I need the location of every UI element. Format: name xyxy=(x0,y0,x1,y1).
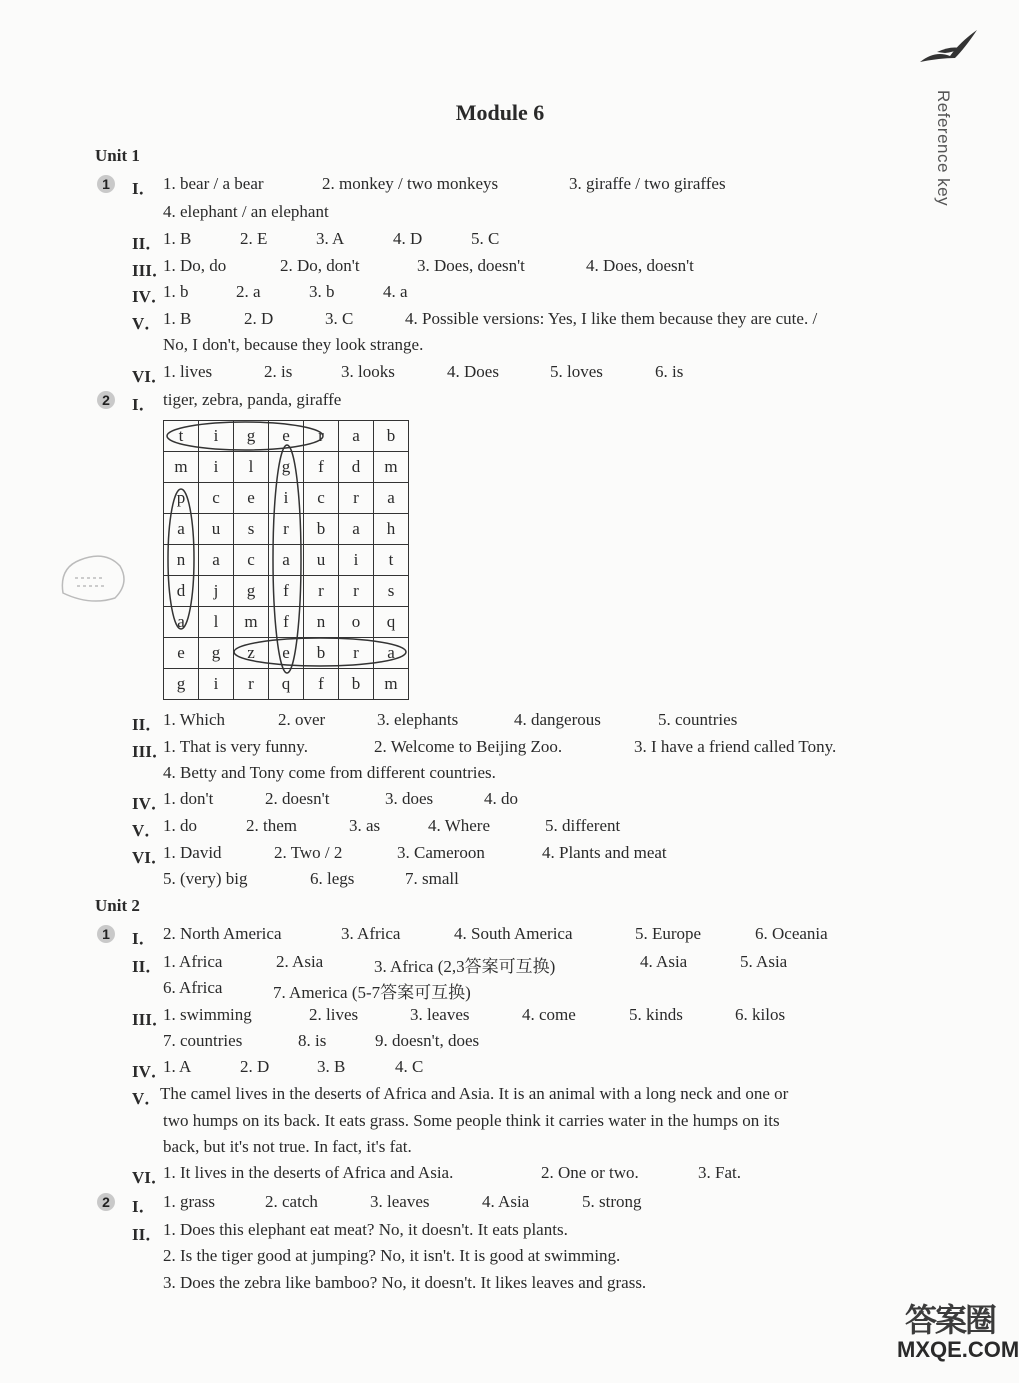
doodle-icon xyxy=(55,548,130,608)
answer: 2. North America xyxy=(163,924,282,943)
answer: 3. Fat. xyxy=(698,1163,741,1182)
answer: 3. looks xyxy=(341,362,395,381)
answer: 2. D xyxy=(240,1057,270,1076)
grid-cell: i xyxy=(339,545,374,576)
answer: 1. do xyxy=(163,816,197,835)
section-label: IV． xyxy=(132,287,168,306)
section-label: II． xyxy=(132,1225,163,1244)
answer: 1. B xyxy=(163,229,192,248)
grid-cell: s xyxy=(374,576,409,607)
grid-cell: a xyxy=(199,545,234,576)
answer: 5. countries xyxy=(658,710,738,729)
answer: 5. strong xyxy=(582,1192,642,1211)
grid-cell: o xyxy=(339,607,374,638)
grid-cell: n xyxy=(304,607,339,638)
answer: 5. kinds xyxy=(629,1005,683,1024)
grid-cell: a xyxy=(164,607,199,638)
grid-cell: i xyxy=(199,452,234,483)
unit1-heading: Unit 1 xyxy=(95,146,140,165)
grid-cell: m xyxy=(374,452,409,483)
part-badge: 1 xyxy=(97,175,115,193)
answer: 2. a xyxy=(236,282,261,301)
answer: 4. Does xyxy=(447,362,499,381)
answer: 2. Do, don't xyxy=(280,256,360,275)
answer: 7. small xyxy=(405,869,459,888)
section-label: III． xyxy=(132,1010,169,1029)
grid-cell: b xyxy=(304,514,339,545)
answer: 5. Europe xyxy=(635,924,702,943)
grid-cell: i xyxy=(269,483,304,514)
grid-cell: l xyxy=(199,607,234,638)
answer: 4. Plants and meat xyxy=(542,843,667,862)
answer: 2. Welcome to Beijing Zoo. xyxy=(374,737,563,756)
section-label: IV． xyxy=(132,794,168,813)
answer: 2. E xyxy=(240,229,268,248)
grid-cell: f xyxy=(269,576,304,607)
answer: 3. b xyxy=(309,282,335,301)
answer: 4. D xyxy=(393,229,423,248)
answer: 4. come xyxy=(522,1005,576,1024)
grid-cell: a xyxy=(374,483,409,514)
section-label: I． xyxy=(132,929,156,948)
grid-cell: g xyxy=(269,452,304,483)
grid-cell: e xyxy=(234,483,269,514)
section-label: I． xyxy=(132,1197,156,1216)
section-label: II． xyxy=(132,234,163,253)
answer: 1. swimming xyxy=(163,1005,252,1024)
answer: 4. Where xyxy=(428,816,490,835)
answer: 5. (very) big xyxy=(163,869,248,888)
answer: 1. lives xyxy=(163,362,213,381)
watermark-text: 答案圈 xyxy=(905,1301,996,1339)
grid-cell: h xyxy=(374,514,409,545)
answer: 4. a xyxy=(383,282,408,301)
answer: 4. Asia xyxy=(640,952,688,971)
watermark-logo xyxy=(897,1295,1019,1363)
grid-cell: g xyxy=(164,669,199,700)
answer: 3. elephants xyxy=(377,710,459,729)
part-badge: 1 xyxy=(97,925,115,943)
answer: 1. don't xyxy=(163,789,214,808)
answer: 4. dangerous xyxy=(514,710,601,729)
grid-cell: m xyxy=(374,669,409,700)
answer: No, I don't, because they look strange. xyxy=(163,335,424,354)
grid-cell: i xyxy=(199,421,234,452)
answer: 4. Possible versions: Yes, I like them because they are cute. / xyxy=(405,309,818,328)
answer: 2. One or two. xyxy=(541,1163,639,1182)
grid-cell: u xyxy=(304,545,339,576)
answer: 2. Asia xyxy=(276,952,324,971)
grid-cell: u xyxy=(199,514,234,545)
part-badge: 2 xyxy=(97,391,115,409)
answer: 2. Is the tiger good at jumping? No, it isn't. It is good at swimming. xyxy=(163,1246,621,1265)
section-label: IV． xyxy=(132,1062,168,1081)
grid-cell: f xyxy=(269,607,304,638)
answer: 4. elephant / an elephant xyxy=(163,202,329,221)
answer: tiger, zebra, panda, giraffe xyxy=(163,390,342,409)
grid-cell: b xyxy=(374,421,409,452)
section-label: V． xyxy=(132,1089,162,1108)
grid-cell: a xyxy=(339,421,374,452)
answer: 3. Cameroon xyxy=(397,843,485,862)
section-label: I． xyxy=(132,395,156,414)
answer: 5. loves xyxy=(550,362,603,381)
grid-cell: e xyxy=(269,638,304,669)
grid-cell: g xyxy=(199,638,234,669)
answer: 1. Which xyxy=(163,710,226,729)
answer: 7. countries xyxy=(163,1031,243,1050)
answer: 7. America (5-7答案可互换) xyxy=(273,983,471,1002)
answer: 1. grass xyxy=(163,1192,215,1211)
answer: 3. giraffe / two giraffes xyxy=(569,174,726,193)
answer: 2. doesn't xyxy=(265,789,330,808)
answer: 3. leaves xyxy=(370,1192,430,1211)
answer: two humps on its back. It eats grass. Some people think it carries water in the humps on its xyxy=(163,1111,780,1130)
grid-cell: c xyxy=(199,483,234,514)
answer: 6. legs xyxy=(310,869,355,888)
grid-circles xyxy=(163,420,413,700)
answer: 4. South America xyxy=(454,924,573,943)
grid-cell: c xyxy=(304,483,339,514)
answer: 1. A xyxy=(163,1057,192,1076)
grid-cell: n xyxy=(164,545,199,576)
grid-cell: f xyxy=(304,669,339,700)
answer: 2. is xyxy=(264,362,293,381)
grid-cell: a xyxy=(374,638,409,669)
section-label: III． xyxy=(132,261,169,280)
answer: 2. over xyxy=(278,710,326,729)
answer: 1. It lives in the deserts of Africa and Asia. xyxy=(163,1163,454,1182)
grid-cell: z xyxy=(234,638,269,669)
grid-cell: r xyxy=(234,669,269,700)
grid-cell: r xyxy=(269,514,304,545)
answer: 4. Betty and Tony come from different countries. xyxy=(163,763,496,782)
answer: 3. A xyxy=(316,229,345,248)
grid-cell: a xyxy=(269,545,304,576)
section-label: VI． xyxy=(132,367,168,386)
grid-cell: r xyxy=(339,638,374,669)
answer: 3. Does, doesn't xyxy=(417,256,525,275)
answer: 6. is xyxy=(655,362,684,381)
answer: 5. Asia xyxy=(740,952,788,971)
grid-cell: e xyxy=(269,421,304,452)
answer: 2. lives xyxy=(309,1005,359,1024)
answer: 5. different xyxy=(545,816,621,835)
sidebar-label: Reference key xyxy=(934,90,953,207)
grid-cell: p xyxy=(164,483,199,514)
grid-cell: r xyxy=(339,576,374,607)
answer: 2. monkey / two monkeys xyxy=(322,174,499,193)
answer: 4. do xyxy=(484,789,518,808)
answer: 5. C xyxy=(471,229,500,248)
grid-cell: b xyxy=(339,669,374,700)
answer: 3. Does the zebra like bamboo? No, it doesn't. It likes leaves and grass. xyxy=(163,1273,647,1292)
answer: 3. does xyxy=(385,789,434,808)
unit2-heading: Unit 2 xyxy=(95,896,140,915)
answer: 4. C xyxy=(395,1057,424,1076)
watermark-url: MXQE.COM xyxy=(897,1337,1019,1362)
answer: 6. kilos xyxy=(735,1005,786,1024)
section-label: I． xyxy=(132,179,156,198)
answer: 3. as xyxy=(349,816,381,835)
grid-cell: g xyxy=(234,421,269,452)
answer: 3. I have a friend called Tony. xyxy=(634,737,837,756)
grid-cell: t xyxy=(374,545,409,576)
grid-cell: m xyxy=(234,607,269,638)
section-label: II． xyxy=(132,715,163,734)
answer: 3. Africa (2,3答案可互换) xyxy=(374,957,556,976)
grid-cell: d xyxy=(164,576,199,607)
answer: 1. David xyxy=(163,843,222,862)
grid-cell: f xyxy=(304,452,339,483)
answer: The camel lives in the deserts of Africa and Asia. It is an animal with a long neck and one or xyxy=(160,1084,789,1103)
answer: back, but it's not true. In fact, it's fat. xyxy=(163,1137,412,1156)
answer: 1. That is very funny. xyxy=(163,737,308,756)
answer: 4. Does, doesn't xyxy=(586,256,694,275)
grid-cell: j xyxy=(199,576,234,607)
answer: 1. bear / a bear xyxy=(163,174,264,193)
answer: 2. D xyxy=(244,309,274,328)
section-label: V． xyxy=(132,314,162,333)
grid-cell: c xyxy=(234,545,269,576)
grid-cell: g xyxy=(234,576,269,607)
grid-cell: a xyxy=(164,514,199,545)
grid-cell: q xyxy=(269,669,304,700)
grid-cell: e xyxy=(164,638,199,669)
birds-icon xyxy=(915,22,985,72)
grid-cell: r xyxy=(304,421,339,452)
grid-cell: l xyxy=(234,452,269,483)
grid-cell: r xyxy=(304,576,339,607)
grid-cell: t xyxy=(164,421,199,452)
answer: 4. Asia xyxy=(482,1192,530,1211)
answer: 1. b xyxy=(163,282,189,301)
grid-cell: i xyxy=(199,669,234,700)
answer: 3. leaves xyxy=(410,1005,470,1024)
section-label: V． xyxy=(132,821,162,840)
grid-cell: m xyxy=(164,452,199,483)
section-label: II． xyxy=(132,957,163,976)
grid-cell: b xyxy=(304,638,339,669)
page-title: Module 6 xyxy=(455,100,545,125)
answer: 3. Africa xyxy=(341,924,401,943)
answer: 9. doesn't, does xyxy=(375,1031,480,1050)
answer: 2. catch xyxy=(265,1192,318,1211)
section-label: VI． xyxy=(132,848,168,867)
answer: 6. Africa xyxy=(163,978,223,997)
section-label: VI． xyxy=(132,1168,168,1187)
grid-cell: a xyxy=(339,514,374,545)
grid-cell: q xyxy=(374,607,409,638)
answer: 1. Does this elephant eat meat? No, it doesn't. It eats plants. xyxy=(163,1220,568,1239)
answer: 3. C xyxy=(325,309,354,328)
grid-cell: r xyxy=(339,483,374,514)
answer: 8. is xyxy=(298,1031,327,1050)
answer: 6. Oceania xyxy=(755,924,828,943)
answer: 1. Do, do xyxy=(163,256,227,275)
answer: 1. Africa xyxy=(163,952,223,971)
answer: 3. B xyxy=(317,1057,346,1076)
grid-cell: s xyxy=(234,514,269,545)
answer: 1. B xyxy=(163,309,192,328)
section-label: III． xyxy=(132,742,169,761)
part-badge: 2 xyxy=(97,1193,115,1211)
answer: 2. Two / 2 xyxy=(274,843,343,862)
grid-cell: d xyxy=(339,452,374,483)
answer: 2. them xyxy=(246,816,297,835)
